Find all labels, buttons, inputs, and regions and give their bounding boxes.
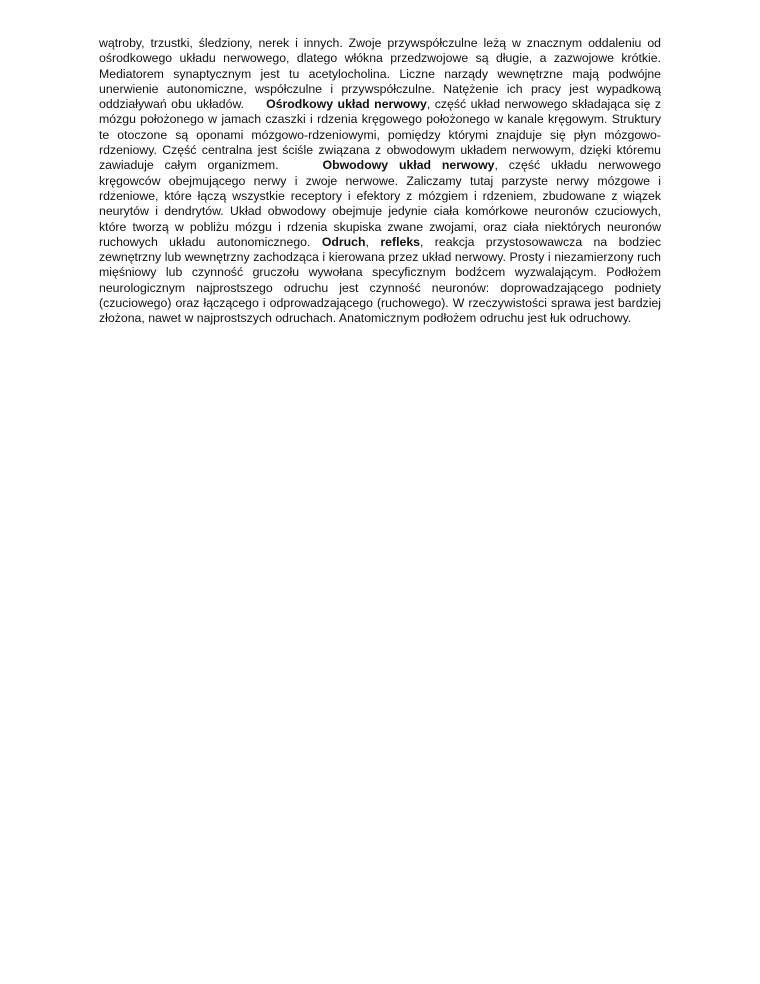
term-separator: , [365,234,381,249]
body-paragraph [99,36,661,327]
term-reflex: Odruch [321,234,366,249]
text-segment-peripheral: , część układu nerwowego kręgowców obejmującego nerwy i zwoje nerwowe. Zaliczamy tutaj parzyste nerwy mózgowe i rdzeniowe, które łączą wszystkie receptory i efektory z mózgiem i rdzeniem, zbudowane z wiązek neurytów i dendrytów. Układ obwodowy obejmuje jedynie ciała komórkowe neuronów czuciowych, które tworzą w pobliżu mózgu i rdzenia skupiska zwane zwojami, oraz ciała niektórych neuronów ruchowych układu autonomicznego. [99,158,661,249]
term-peripheral-nervous-system: Obwodowy układ nerwowy [322,158,495,173]
text-segment-autonomic: wątroby, trzustki, śledziony, nerek i innych. Zwoje przywspółczulne leżą w znacznym oddaleniu od ośrodkowego układu nerwowego, dlatego włókna przedzwojowe są długie, a zazwojowe krótkie. Mediatorem synaptycznym jest tu acetylocholina. Liczne narządy wewnętrzne mają podwójne unerwienie autonomiczne, współczulne i przywspółczulne. Natężenie ich pracy jest wypadkową oddziaływań obu układów. [99,36,661,112]
text-segment-central: , część układ nerwowego składająca się z mózgu położonego w jamach czaszki i rdzenia kręgowego położonego w kanale kręgowym. Struktury te otoczone są oponami mózgowo-rdzeniowymi, pomiędzy którymi znajduje się płyn mózgowo-rdzeniowy. Część centralna jest ściśle związana z obwodowym układem nerwowym, dzięki któremu zawiaduje całym organizmem. [99,97,661,173]
term-refleks: refleks [380,234,420,249]
term-central-nervous-system: Ośrodkowy układ nerwowy [266,97,427,112]
text-segment-reflex: , reakcja przystosowawcza na bodziec zewnętrzny lub wewnętrzny zachodząca i kierowana przez układ nerwowy. Prosty i niezamierzony ruch mięśniowy lub czynność gruczołu wywołana specyficznym bodźcem wyzwalającym. Podłożem neurologicznym najprostszego odruchu jest czynność neuronów: doprowadzającego podniety (czuciowego) oraz łączącego i odprowadzającego (ruchowego). W rzeczywistości sprawa jest bardziej złożona, nawet w najprostszych odruchach. Anatomicznym podłożem odruchu jest łuk odruchowy. [99,234,661,326]
